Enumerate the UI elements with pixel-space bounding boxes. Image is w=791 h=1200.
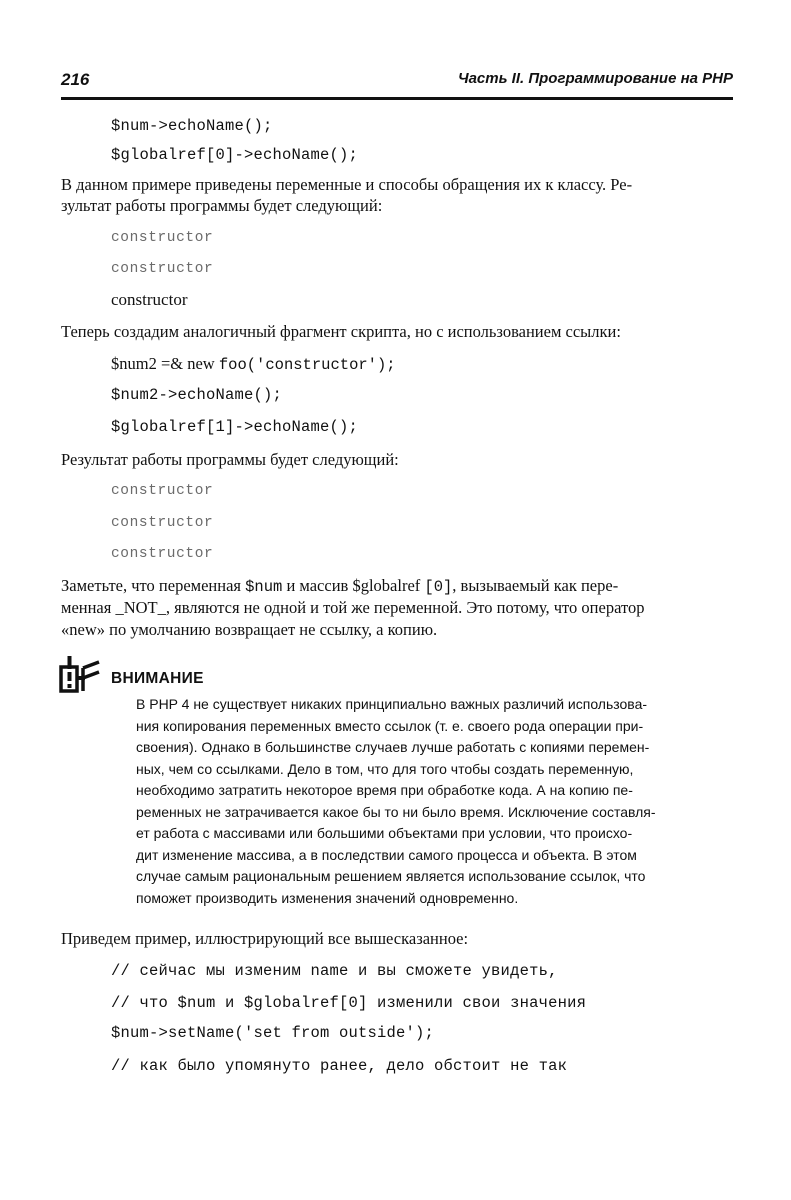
warning-line: ных, чем со ссылками. Дело в том, что для того чтобы создать переменную,	[136, 760, 634, 777]
warning-line: случае самым рациональным решением является использование ссылок, что	[136, 868, 646, 884]
text-fragment: Заметьте, что переменная	[61, 576, 246, 595]
warning-line: ет работа с массивами или большими объектами при условии, что происхо-	[136, 825, 633, 841]
warning-line: ния копирования переменных вместо ссылок (т. е. своего рода операции при-	[136, 717, 644, 734]
warning-line: дит изменение массива, а в последствии самого процесса и объекта. В этом	[136, 846, 637, 863]
warning-line: ременных не затрачивается какое бы то ни было время. Исключение составля-	[136, 803, 656, 820]
paragraph-line: Результат работы программы будет следующий:	[61, 450, 399, 469]
text-fragment: , вызываемый как пере-	[452, 576, 619, 595]
text-fragment: и массив $globalref	[282, 576, 425, 595]
code-line: $globalref[1]->echoName();	[111, 418, 359, 436]
warning-line: необходимо затратить некоторое время при обработке кода. А на копию пе-	[136, 782, 633, 798]
code-line	[111, 354, 396, 374]
paragraph-line: В данном примере приведены переменные и способы обращения их к классу. Ре-	[61, 175, 633, 194]
running-title: Часть II. Программирование на PHP	[457, 70, 733, 87]
code-fragment: foo('constructor');	[218, 356, 396, 374]
code-fragment: $num2 =& new	[111, 354, 219, 373]
paragraph-line: «new» по умолчанию возвращает не ссылку, а копию.	[61, 620, 438, 639]
output-line: constructor	[111, 290, 188, 309]
inline-code: [0]	[424, 578, 453, 596]
header-rule	[61, 97, 733, 100]
paragraph-line: зультат работы программы будет следующий:	[61, 196, 383, 215]
paragraph-line: Теперь создадим аналогичный фрагмент скрипта, но с использованием ссылки:	[61, 322, 621, 341]
warning-line: своения). Однако в большинстве случаев лучше работать с копиями перемен-	[136, 739, 650, 755]
page-number: 216	[61, 70, 90, 89]
output-line: constructor	[111, 261, 214, 277]
inline-code: $num	[245, 578, 283, 596]
warning-line: поможет производить изменения значений одновременно.	[136, 889, 519, 906]
warning-line: В PHP 4 не существует никаких принципиально важных различий использова-	[136, 696, 648, 712]
code-line: $globalref[0]->echoName();	[111, 146, 359, 164]
code-line: // что $num и $globalref[0] изменили свои значения	[111, 994, 587, 1012]
attention-icon	[59, 654, 101, 694]
code-line: // как было упомянуто ранее, дело обстоит не так	[111, 1057, 568, 1075]
output-line: constructor	[111, 230, 214, 246]
paragraph-line	[61, 576, 618, 596]
paragraph-line: Приведем пример, иллюстрирующий все вышесказанное:	[61, 929, 469, 948]
warning-text	[136, 694, 736, 909]
output-line: constructor	[111, 515, 214, 531]
code-line: $num2->echoName();	[111, 386, 283, 404]
output-line: constructor	[111, 546, 214, 562]
paragraph-line: менная _NOT_, являются не одной и той же переменной. Это потому, что оператор	[61, 598, 645, 617]
warning-title: ВНИМАНИЕ	[111, 670, 204, 687]
page-header	[61, 70, 733, 98]
code-line: $num->setName('set from outside');	[111, 1024, 435, 1042]
code-line: // сейчас мы изменим name и вы сможете увидеть,	[111, 962, 558, 980]
code-line: $num->echoName();	[111, 117, 273, 135]
output-line: constructor	[111, 483, 214, 499]
